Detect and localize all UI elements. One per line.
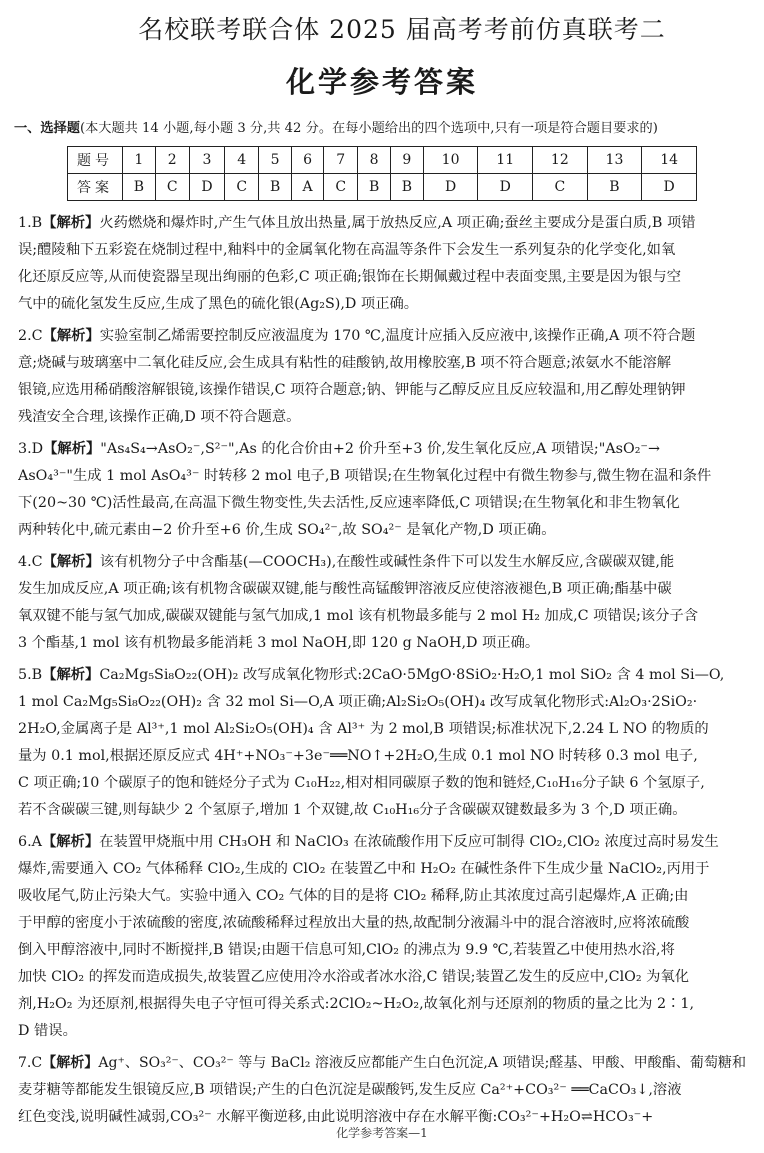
line-text: 误;醴陵釉下五彩瓷在烧制过程中,釉料中的金属氧化物在高温等条件下会发生一系列复杂的化学变化,如氧 (18, 242, 676, 258)
explanation-line (18, 210, 752, 237)
analysis-tag: 【解析】 (42, 215, 100, 231)
answer-cell: B (358, 174, 391, 201)
question-number-cell: 3 (189, 147, 224, 174)
explanation-line (18, 463, 752, 490)
explanation-line (18, 490, 752, 517)
question-number-cell: 2 (155, 147, 189, 174)
question-number-cell: 9 (391, 147, 424, 174)
line-text: 发生加成反应,A 项正确;该有机物含碳碳双键,能与酸性高锰酸钾溶液反应使溶液褪色,B 项正确;酯基中碳 (18, 581, 672, 597)
answer-cell: C (225, 174, 259, 201)
explanation-line (18, 1077, 752, 1104)
explanation-line (18, 797, 752, 824)
answer-cell: C (533, 174, 588, 201)
explanation-line (18, 237, 752, 264)
explanation-line (18, 323, 752, 350)
explanation-line (18, 377, 752, 404)
explanation-line (18, 910, 752, 937)
row-label-number: 题号 (68, 147, 123, 174)
item-number: 4.C (18, 554, 43, 570)
explanation-line (18, 856, 752, 883)
explanation-item (18, 323, 752, 431)
explanation-item (18, 210, 752, 318)
page-footer: 化学参考答案—1 (336, 1126, 428, 1140)
answer-cell: B (259, 174, 292, 201)
explanation-line (18, 883, 752, 910)
line-text: AsO₄³⁻"生成 1 mol AsO₄³⁻ 时转移 2 mol 电子,B 项错误;在生物氧化过程中有微生物参与,微生物在温和条件 (18, 468, 712, 484)
line-text: C 项正确;10 个碳原子的饱和链烃分子式为 C₁₀H₂₂,相对相同碳原子数的饱和链烃,C₁₀H₁₆分子缺 6 个氢原子, (18, 775, 705, 791)
explanation-line (18, 350, 752, 377)
item-number: 3.D (18, 441, 44, 457)
answer-cell: C (155, 174, 189, 201)
question-number-cell: 12 (533, 147, 588, 174)
answer-table (67, 146, 697, 201)
analysis-tag: 【解析】 (43, 441, 101, 457)
line-text: 量为 0.1 mol,根据还原反应式 4H⁺+NO₃⁻+3e⁻══NO↑+2H₂O,生成 0.1 mol NO 时转移 0.3 mol 电子, (18, 748, 698, 764)
analysis-tag: 【解析】 (42, 667, 100, 683)
row-label-answer: 答案 (68, 174, 123, 201)
line-text: 3 个酯基,1 mol 该有机物最多能消耗 3 mol NaOH,即 120 g NaOH,D 项正确。 (18, 635, 540, 651)
question-number-cell: 4 (225, 147, 259, 174)
line-text: 于甲醇的密度小于浓硫酸的密度,浓硫酸稀释过程放出大量的热,故配制分液漏斗中的混合溶液时,应将浓硫酸 (18, 915, 690, 931)
line-text: 下(20~30 ℃)活性最高,在高温下微生物变性,失去活性,反应速率降低,C 项错误;在生物氧化和非生物氧化 (18, 495, 680, 511)
explanation-line (18, 937, 752, 964)
line-text: 该有机物分子中含酯基(—COOCH₃),在酸性或碱性条件下可以发生水解反应,含碳碳双键,能 (99, 554, 675, 570)
section-heading-label: 一、选择题 (14, 121, 80, 136)
analysis-tag: 【解析】 (41, 834, 100, 850)
explanation-line (18, 662, 752, 689)
line-text: 化还原反应等,从而使瓷器呈现出绚丽的色彩,C 项正确;银饰在长期佩戴过程中表面变黑,主要是因为银与空 (18, 269, 681, 285)
explanation-line (18, 436, 752, 463)
line-text: 两种转化中,硫元素由−2 价升至+6 价,生成 SO₄²⁻,故 SO₄²⁻ 是氧化产物,D 项正确。 (18, 522, 556, 538)
answer-cell: D (478, 174, 533, 201)
explanation-line (18, 630, 752, 657)
explanation-line (18, 829, 752, 856)
line-text: 爆炸,需要通入 CO₂ 气体稀释 ClO₂,生成的 ClO₂ 在装置乙中和 H₂O₂ 在碱性条件下生成少量 NaClO₂,丙用于 (18, 861, 710, 877)
line-text: 麦芽糖等都能发生银镜反应,B 项错误;产生的白色沉淀是碳酸钙,发生反应 Ca²⁺+CO₃²⁻ ══CaCO₃↓,溶液 (18, 1082, 682, 1098)
analysis-tag: 【解析】 (42, 328, 100, 344)
line-text: 倒入甲醇溶液中,同时不断搅拌,B 错误;由题干信息可知,ClO₂ 的沸点为 9.9 ℃,若装置乙中使用热水浴,将 (18, 942, 675, 958)
explanation-line (18, 1050, 752, 1077)
explanations (18, 210, 752, 1136)
line-text: Ca₂Mg₅Si₈O₂₂(OH)₂ 改写成氧化物形式:2CaO·5MgO·8SiO₂·H₂O,1 mol SiO₂ 含 4 mol Si—O, (99, 667, 725, 683)
analysis-tag: 【解析】 (42, 1055, 99, 1071)
line-text: 意;烧碱与玻璃塞中二氧化硅反应,会生成具有粘性的硅酸钠,故用橡胶塞,B 项不符合题意;浓氨水不能溶解 (18, 355, 672, 371)
answer-cell: D (423, 174, 478, 201)
explanation-line (18, 404, 752, 431)
line-text: 银镜,应选用稀硝酸溶解银镜,该操作错误,C 项符合题意;钠、钾能与乙醇反应且反应较温和,用乙醇处理钠钾 (18, 382, 686, 398)
question-number-cell: 13 (587, 147, 642, 174)
answer-cell: B (123, 174, 156, 201)
explanation-line (18, 576, 752, 603)
line-text: 在装置甲烧瓶中用 CH₃OH 和 NaClO₃ 在浓硫酸作用下反应可制得 ClO₂,ClO₂ 浓度过高时易发生 (99, 834, 719, 850)
question-number-cell: 8 (358, 147, 391, 174)
explanation-item (18, 829, 752, 1045)
item-number: 5.B (18, 667, 43, 683)
question-number-cell: 7 (324, 147, 358, 174)
section-heading-text: (本大题共 14 小题,每小题 3 分,共 42 分。在每小题给出的四个选项中,只有一项是符合题目要求的) (79, 121, 658, 136)
document-title: 化学参考答案 (285, 65, 478, 99)
answer-cell: D (642, 174, 697, 201)
line-text: 2H₂O,金属离子是 Al³⁺,1 mol Al₂Si₂O₅(OH)₄ 含 Al³⁺ 为 2 mol,B 项错误;标准状况下,2.24 L NO 的物质的 (18, 721, 709, 737)
question-number-cell: 14 (642, 147, 697, 174)
question-number-row (68, 147, 697, 174)
line-text: "As₄S₄→AsO₂⁻,S²⁻",As 的化合价由+2 价升至+3 价,发生氧化反应,A 项错误;"AsO₂⁻→ (100, 441, 660, 457)
item-number: 1.B (18, 215, 43, 231)
question-number-cell: 5 (259, 147, 292, 174)
explanation-line (18, 743, 752, 770)
answer-cell: B (391, 174, 424, 201)
explanation-line (18, 549, 752, 576)
explanation-line (18, 770, 752, 797)
explanation-line (18, 716, 752, 743)
line-text: 残渣安全合理,该操作正确,D 项不符合题意。 (18, 409, 301, 425)
line-text: 加快 ClO₂ 的挥发而造成损失,故装置乙应使用冷水浴或者冰水浴,C 错误;装置乙发生的反应中,ClO₂ 为氧化 (18, 969, 690, 985)
line-text: 若不含碳碳三键,则每缺少 2 个氢原子,增加 1 个双键,故 C₁₀H₁₆分子含碳碳双键数最多为 3 个,D 项正确。 (18, 802, 687, 818)
explanation-item (18, 549, 752, 657)
line-text: 氧双键不能与氢气加成,碳碳双键能与氢气加成,1 mol 该有机物最多能与 2 mol H₂ 加成,C 项错误;该分子含 (18, 608, 699, 624)
explanation-line (18, 264, 752, 291)
explanation-line (18, 517, 752, 544)
line-text: 火药燃烧和爆炸时,产生气体且放出热量,属于放热反应,A 项正确;蚕丝主要成分是蛋白质,B 项错 (99, 215, 696, 231)
line-text: D 错误。 (18, 1023, 77, 1039)
line-text: 红色变浅,说明碱性减弱,CO₃²⁻ 水解平衡逆移,由此说明溶液中存在水解平衡:CO₃²⁻+H₂O⇌HCO₃⁻+ (18, 1109, 654, 1125)
explanation-item (18, 662, 752, 824)
line-text: 1 mol Ca₂Mg₅Si₈O₂₂(OH)₂ 含 32 mol Si—O,A 项正确;Al₂Si₂O₅(OH)₄ 改写成氧化物形式:Al₂O₃·2SiO₂· (18, 694, 698, 710)
question-number-cell: 1 (123, 147, 156, 174)
item-number: 7.C (18, 1055, 43, 1071)
answer-row (68, 174, 697, 201)
question-number-cell: 10 (423, 147, 478, 174)
explanation-item (18, 1050, 752, 1131)
line-text: 剂,H₂O₂ 为还原剂,根据得失电子守恒可得关系式:2ClO₂~H₂O₂,故氧化剂与还原剂的物质的量之比为 2∶1, (18, 996, 695, 1012)
explanation-line (18, 991, 752, 1018)
explanation-line (18, 689, 752, 716)
question-number-cell: 6 (291, 147, 323, 174)
answer-cell: C (324, 174, 358, 201)
line-text: 吸收尾气,防止污染大气。实验中通入 CO₂ 气体的目的是将 ClO₂ 稀释,防止其浓度过高引起爆炸,A 正确;由 (18, 888, 689, 904)
explanation-line (18, 291, 752, 318)
exam-title: 名校联考联合体 2025 届高考考前仿真联考二 (138, 15, 666, 44)
explanation-line (18, 1018, 752, 1045)
item-number: 2.C (18, 328, 43, 344)
analysis-tag: 【解析】 (42, 554, 100, 570)
explanation-line (18, 603, 752, 630)
question-number-cell: 11 (478, 147, 533, 174)
section-heading (14, 117, 759, 136)
line-text: 气中的硫化氢发生反应,生成了黑色的硫化银(Ag₂S),D 项正确。 (18, 296, 419, 312)
line-text: 实验室制乙烯需要控制反应液温度为 170 ℃,温度计应插入反应液中,该操作正确,A 项不符合题 (99, 328, 696, 344)
explanation-line (18, 964, 752, 991)
item-number: 6.A (18, 834, 42, 850)
explanation-item (18, 436, 752, 544)
answer-cell: D (189, 174, 224, 201)
answer-cell: B (587, 174, 642, 201)
line-text: Ag⁺、SO₃²⁻、CO₃²⁻ 等与 BaCl₂ 溶液反应都能产生白色沉淀,A 项错误;醛基、甲酸、甲酸酯、葡萄糖和 (98, 1055, 746, 1071)
answer-cell: A (291, 174, 323, 201)
